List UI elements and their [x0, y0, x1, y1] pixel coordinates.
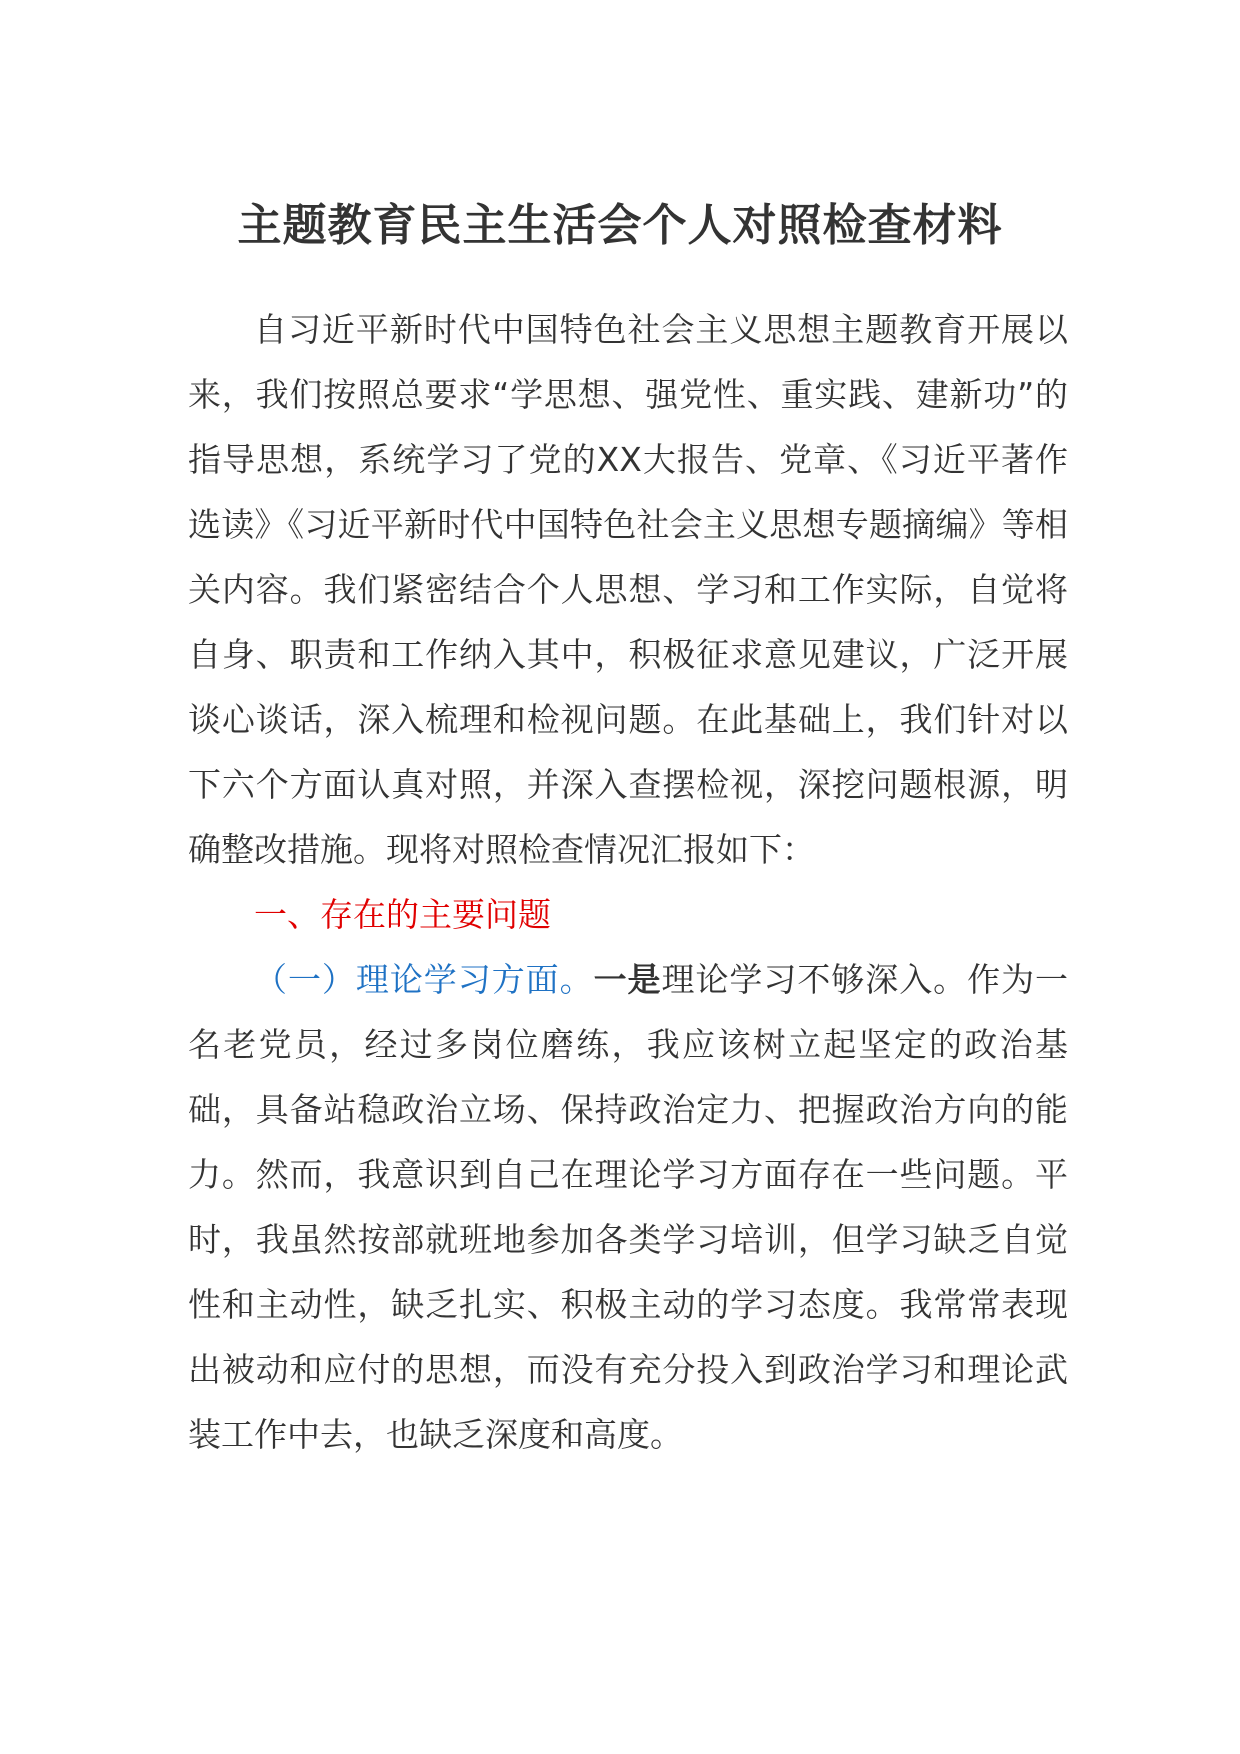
- intro-paragraph: 自习近平新时代中国特色社会主义思想主题教育开展以来，我们按照总要求“学思想、强党性、重实践、建新功”的指导思想，系统学习了党的XX大报告、党章、《习近平著作选读》《习近平新时代中国特色社会主义思想专题摘编》等相关内容。我们紧密结合个人思想、学习和工作实际，自觉将自身、职责和工作纳入其中，积极征求意见建议，广泛开展谈心谈话，深入梳理和检视问题。在此基础上，我们针对以下六个方面认真对照，并深入查摆检视，深挖问题根源，明确整改措施。现将对照检查情况汇报如下：: [188, 310, 1068, 869]
- subsection-paragraph: [188, 947, 1068, 1467]
- subsection-text: 理论学习不够深入。作为一名老党员，经过多岗位磨练，我应该树立起坚定的政治基础，具备站稳政治立场、保持政治定力、把握政治方向的能力。然而，我意识到自己在理论学习方面存在一些问题。平时，我虽然按部就班地参加各类学习培训，但学习缺乏自觉性和主动性，缺乏扎实、积极主动的学习态度。我常常表现出被动和应付的思想，而没有充分投入到政治学习和理论武装工作中去，也缺乏深度和高度。: [188, 960, 1069, 1454]
- section-heading: 一、存在的主要问题: [254, 895, 551, 934]
- subsection-lead: 一是: [593, 960, 662, 999]
- subsection-heading: （一）理论学习方面。: [254, 960, 594, 999]
- document-body: [188, 297, 1068, 1467]
- document-title: 主题教育民主生活会个人对照检查材料: [237, 200, 1003, 251]
